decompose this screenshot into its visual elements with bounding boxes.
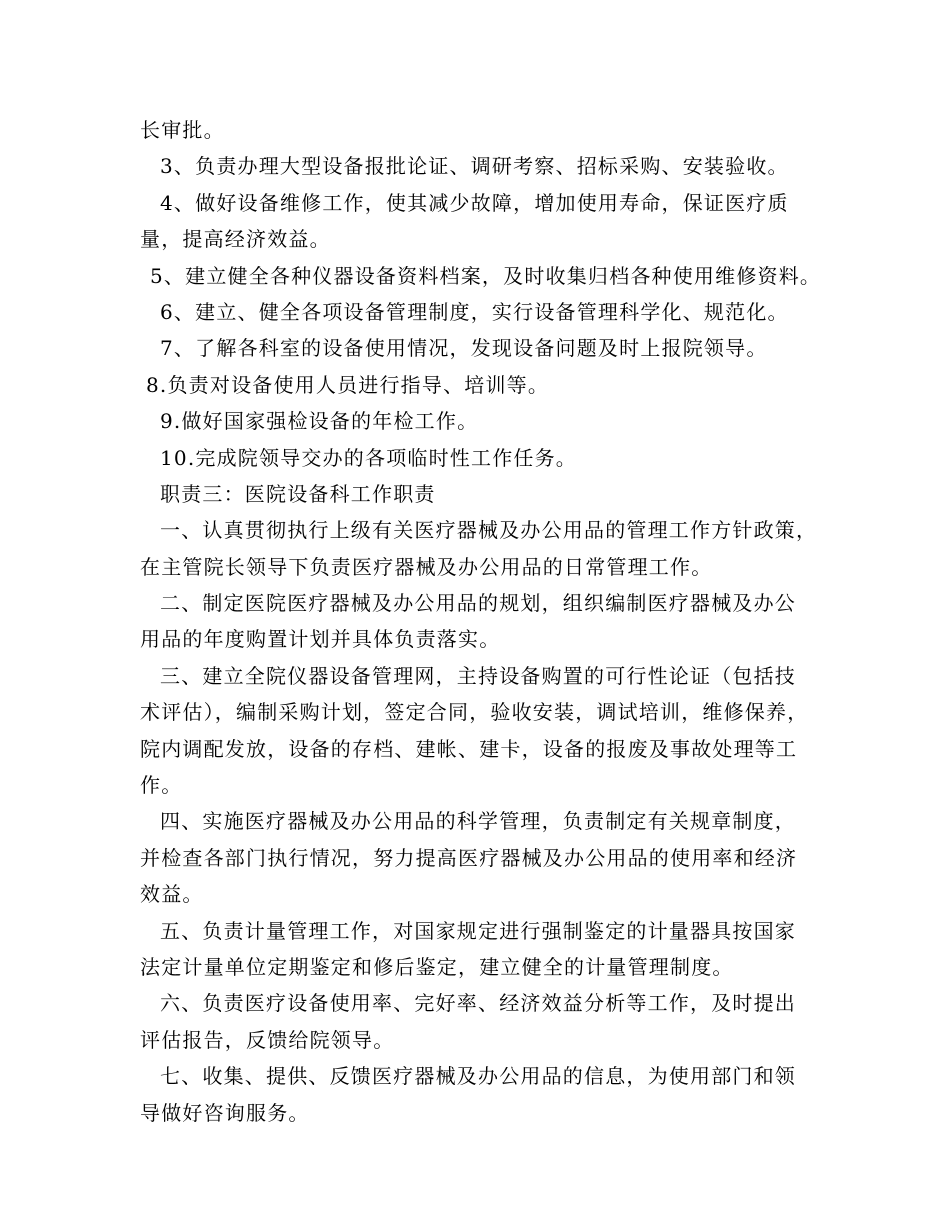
text-line: 长审批。 xyxy=(140,118,225,142)
text-line: 院内调配发放，设备的存档、建帐、建卡，设备的报废及事故处理等工 xyxy=(140,736,798,761)
text-line: 并检查各部门执行情况，努力提高医疗器械及办公用品的使用率和经济 xyxy=(140,845,798,870)
text-line: 8.负责对设备使用人员进行指导、培训等。 xyxy=(146,372,550,397)
text-line: 术评估），编制采购计划，签定合同，验收安装，调试培训，维修保养， xyxy=(140,700,809,725)
text-line: 六、负责医疗设备使用率、完好率、经济效益分析等工作，及时提出 xyxy=(160,991,796,1016)
text-line: 效益。 xyxy=(140,882,204,907)
text-line: 评估报告，反馈给院领导。 xyxy=(140,1027,395,1052)
section-heading: 职责三：医院设备科工作职责 xyxy=(160,481,436,506)
text-line: 三、建立全院仪器设备管理网，主持设备购置的可行性论证（包括技 xyxy=(160,663,796,688)
text-line: 导做好咨询服务。 xyxy=(140,1100,310,1125)
text-line: 一、认真贯彻执行上级有关医疗器械及办公用品的管理工作方针政策， xyxy=(160,518,818,543)
text-line: 作。 xyxy=(140,773,183,798)
text-line: 七、收集、提供、反馈医疗器械及办公用品的信息，为使用部门和领 xyxy=(160,1064,796,1089)
text-line: 二、制定医院医疗器械及办公用品的规划，组织编制医疗器械及办公 xyxy=(160,591,796,616)
text-line: 10.完成院领导交办的各项临时性工作任务。 xyxy=(160,445,578,470)
text-line: 量，提高经济效益。 xyxy=(140,227,331,252)
text-line: 7、了解各科室的设备使用情况，发现设备问题及时上报院领导。 xyxy=(160,336,768,361)
text-line: 4、做好设备维修工作，使其减少故障，增加使用寿命，保证医疗质 xyxy=(160,190,789,215)
text-line: 用品的年度购置计划并具体负责落实。 xyxy=(140,627,501,652)
text-line: 9.做好国家强检设备的年检工作。 xyxy=(160,409,479,434)
text-line: 5、建立健全各种仪器设备资料档案，及时收集归档各种使用维修资料。 xyxy=(150,263,822,288)
document-body xyxy=(140,112,830,1131)
text-line: 四、实施医疗器械及办公用品的科学管理，负责制定有关规章制度， xyxy=(160,809,796,834)
text-line: 3、负责办理大型设备报批论证、调研考察、招标采购、安装验收。 xyxy=(160,154,789,179)
text-line: 在主管院长领导下负责医疗器械及办公用品的日常管理工作。 xyxy=(140,554,713,579)
text-line: 6、建立、健全各项设备管理制度，实行设备管理科学化、规范化。 xyxy=(160,299,789,324)
text-line: 五、负责计量管理工作，对国家规定进行强制鉴定的计量器具按国家 xyxy=(160,918,796,943)
text-line: 法定计量单位定期鉴定和修后鉴定，建立健全的计量管理制度。 xyxy=(140,954,734,979)
